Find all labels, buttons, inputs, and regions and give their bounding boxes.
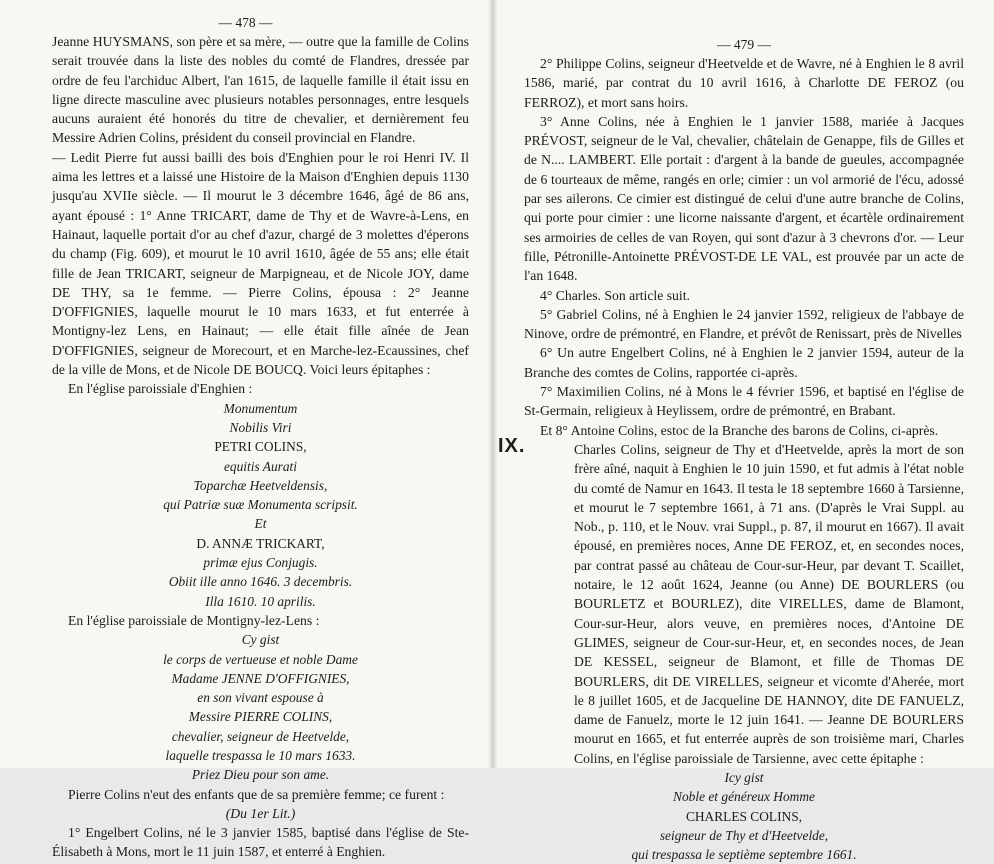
epitaph-line: qui trespassa le septième septembre 1661. [631,847,857,863]
generation-number: IX. [498,434,526,457]
epitaph-line: Obiit ille anno 1646. 3 decembris. [168,574,353,590]
epitaph-line: en son vivant espouse à [197,690,324,706]
epitaph-line: le corps de vertueuse et noble Dame [163,651,358,667]
epitaph-line: CHARLES COLINS, [685,808,803,824]
right-text [498,54,964,768]
lit-heading: (Du 1er Lit.) [225,805,296,821]
right-page [493,0,994,863]
left-text [52,32,469,399]
paragraph: Jeanne HUYSMANS, son père et sa mère, — outre que la famille de Colins serait trouvée dans la liste des nobles du comté de Flandres, dressée par ordre de feu l'archiduc Albert, l'an 1615, de laquelle famille il était issu en ligne directe masculine avec plusieurs notables personnages, entre lesquels aucuns auraient été honorés du titre de chevalier, et dernièrement feu Messire Adrien Colins, président du conseil provincial en Flandre. [52,34,469,146]
children-intro: Pierre Colins n'eut des enfants que de sa première femme; ce furent : [68,786,445,802]
book-gutter [488,0,498,768]
epitaph-line: D. ANNÆ TRICKART, [196,535,325,551]
epitaph-line: Nobilis Viri [229,419,292,435]
epitaph-line: Toparchæ Heetveldensis, [193,477,328,493]
epitaph-line: PETRI COLINS, [214,439,307,455]
epitaph-line: primæ ejus Conjugis. [203,555,318,571]
epitaph-montigny [52,630,469,784]
epitaph-line: Illa 1610. 10 aprilis. [205,593,316,609]
child-entry: 6° Un autre Engelbert Colins, né à Enghien le 2 janvier 1594, auteur de la Branche des comtes de Colins, rapportée ci-après. [524,345,964,380]
epitaph-line: Et [254,516,267,532]
epitaph-line: seigneur de Thy et d'Heetvelde, [659,827,829,843]
paragraph: — Ledit Pierre fut aussi bailli des bois d'Enghien pour le roi Henri IV. Il aima les lettres et a laissé une Histoire de la Maison d'Enghien depuis 1130 jusqu'au XVIIe siècle. — Il mourut le 3 décembre 1646, âgé de 86 ans, ayant épousé : 1° Anne TRICART, dame de Thy et de Wavre-à-Lens, en Hainaut, laquelle portait d'or au chef d'azur, chargé de 3 molettes d'éperons du champ (Fig. 609), et mourut le 10 avril 1610, âgée de 55 ans; elle était fille de Jean TRICART, seigneur de Marpigneau, et de Nicole JOY, dame DE THY, sa 1e femme. — Pierre Colins, épousa : 2° Jeanne D'OFFIGNIES, laquelle mourut le 10 mars 1633, et fut enterrée à Montigny-lez Lens, en Hainaut; — elle était fille aînée de Jean D'OFFIGNIES, seigneur de Morecourt, et en Marche-lez-Ecaussines, chef de la ville de Mons, et de Nicole DE BOUCQ. Voici leurs épitaphes : [52,149,469,378]
epitaph-tarsienne [524,768,964,864]
epitaph-enghien [52,399,469,611]
page-number-left: — 478 — [218,15,273,30]
left-page [0,0,493,860]
epitaph-line: Icy gist [724,769,764,785]
epitaph-line: chevalier, seigneur de Heetvelde, [171,728,350,744]
child-entry: 5° Gabriel Colins, né à Enghien le 24 janvier 1592, religieux de l'abbaye de Ninove, ordre de prémontré, en Flandre, et prévôt de Renissart, près de Nivelles [524,306,964,342]
church-heading: En l'église paroissiale de Montigny-lez-Lens : [68,612,320,628]
epitaph-line: Cy gist [241,632,280,648]
page-number-right: — 479 — [717,37,771,52]
epitaph-line: equitis Aurati [223,458,298,474]
epitaph-line: laquelle trespassa le 10 mars 1633. [165,747,356,763]
church-heading: En l'église paroissiale d'Enghien : [68,381,253,397]
child-entry: 2° Philippe Colins, seigneur d'Heetvelde et de Wavre, né à Enghien le 8 avril 1586, marié, par contrat du 10 avril 1616, à Charlotte DE FEROZ (ou FERROZ), et mort sans hoirs. [524,56,964,110]
child-entry: 1° Engelbert Colins, né le 3 janvier 1585, baptisé dans l'église de Ste-Élisabeth à Mons, mort le 11 juin 1587, et enterré à Enghien. [52,825,469,860]
epitaph-line: Madame JENNE D'OFFIGNIES, [171,670,350,686]
epitaph-line: Priez Dieu pour son ame. [191,767,330,783]
generation-entry [498,434,964,768]
epitaph-line: qui Patriæ suæ Monumenta scripsit. [163,497,358,513]
child-entry: 3° Anne Colins, née à Enghien le 1 janvier 1588, mariée à Jacques PRÉVOST, seigneur de le Val, chevalier, châtelain de Genappe, fils de Gilles et de N.... LAMBERT. Elle portait : d'argent à la bande de gueules, accompagnée de 6 tourteaux de même, rangés en orle; cimier : un vol armorié de l'écu, adossé par ses ailerons. Ce cimier est distingué de celui d'une autre branche de Colins, qui porte pour cimier : une licorne naissante d'argent, et écartèle ordinairement ses armoiries de celles de van Royen, qui sont d'azur à 3 chevrons d'or. — Leur fille, Pétronille-Antoinette PRÉVOST-DE LE VAL, est prouvée par un acte de l'an 1648. [524,113,964,284]
epitaph-line: Noble et généreux Homme [673,789,815,805]
child-entry: Et 8° Antoine Colins, estoc de la Branche des barons de Colins, ci-après. [540,422,939,438]
charles-paragraph: Charles Colins, seigneur de Thy et d'Heetvelde, après la mort de son frère aîné, naquit à Enghien le 10 juin 1590, et fut admis à l'état noble du comté de Namur en 1643. Il testa le 18 septembre 1660 à Tarsienne, et mourut le 7 septembre 1661, à 71 ans. (D'après le Vrai Suppl. au Nob., p. 110, et le Nouv. vrai Suppl., p. 87, il mourut en 1667). Il avait épousé, en premières noces, Anne DE FEROZ, et, en secondes noces, par contrat passé au château de Cour-sur-Heur, par devant T. Scaillet, notaire, le 12 août 1624, Jeanne (ou Anne) DE BOURLERS (ou BOURLETZ et BOURLEZ), dite VIRELLES, dame de Blamont, Cour-sur-Heur, alors veuve, en premières noces, d'Antoine DE GLIMES, seigneur de Cour-sur-Heur, et, en secondes noces, de Jean DE KESSEL, seigneur de Blamont, et fille de Thomas DE BOURLERS, dit DE VIRELLES, seigneur et vicomte d'Aherée, mort le 8 juillet 1605, et de Jacqueline DE HANNOY, dite DE FANUELZ, dame de Fanuelz, morte le 12 juin 1641. — Jeanne DE BOURLERS mourut en 1665, et fut enterrée auprès de son troisième mari, Charles Colins, en l'église paroissiale de Tarsienne, avec cette épitaphe : [574,441,964,766]
epitaph-line: Messire PIERRE COLINS, [188,709,333,725]
child-entry: 7° Maximilien Colins, né à Mons le 4 février 1596, et baptisé en l'église de St-Germain, religieux à Heylissem, ordre de prémontré, en Brabant. [524,384,964,419]
child-entry: 4° Charles. Son article suit. [540,287,690,303]
epitaph-line: Monumentum [223,400,298,416]
